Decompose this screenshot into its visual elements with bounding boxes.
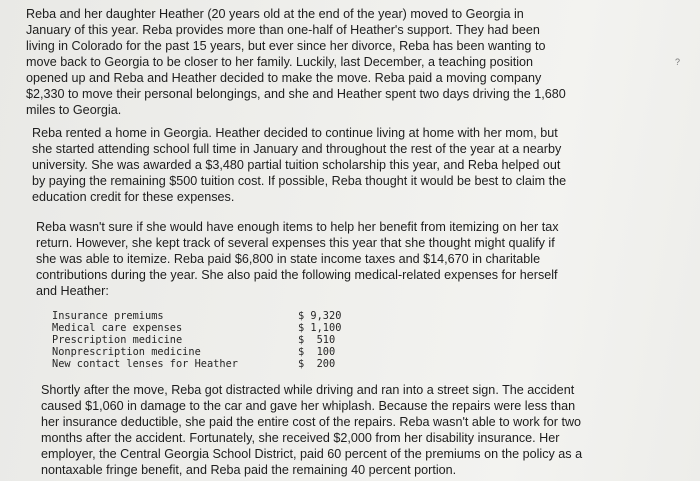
text-line: return. However, she kept track of several expenses this year that she thought might qualify if [36,236,555,250]
expense-amount: $ 510 [298,334,336,346]
text-line: her insurance deductible, she paid the entire cost of the repairs. Reba wasn't able to work for two [41,415,582,429]
paragraph-accident [41,382,582,478]
text-line: and Heather: [36,284,109,298]
text-line: Reba rented a home in Georgia. Heather decided to continue living at home with her mom, but [32,126,558,140]
paragraph-education [32,125,566,205]
medical-expenses-table [52,310,341,370]
expense-label: Prescription medicine [52,334,183,346]
text-line: Reba and her daughter Heather (20 years old at the end of the year) moved to Georgia in [26,7,524,21]
text-line: Shortly after the move, Reba got distracted while driving and ran into a street sign. The accident [41,383,575,397]
text-line: education credit for these expenses. [32,190,235,204]
text-line: $2,330 to move their personal belongings, and she and Heather spent two days driving the 1,680 [26,87,566,101]
text-line: opened up and Reba and Heather decided to make the move. Reba paid a moving company [26,71,542,85]
table-row [52,358,341,370]
text-line: living in Colorado for the past 15 years, but ever since her divorce, Reba has been wanting to [26,39,546,53]
expense-label: Nonprescription medicine [52,346,201,358]
table-row [52,310,341,322]
text-line: university. She was awarded a $3,480 partial tuition scholarship this year, and Reba helped out [32,158,561,172]
paragraph-itemizing [36,219,559,299]
expense-amount: $ 200 [298,358,336,370]
text-line: caused $1,060 in damage to the car and gave her whiplash. Because the repairs were less than [41,399,576,413]
text-line: Reba wasn't sure if she would have enough items to help her benefit from itemizing on her tax [36,220,559,234]
text-line: she was able to itemize. Reba paid $6,800 in state income taxes and $14,670 in charitable [36,252,541,266]
text-line: months after the accident. Fortunately, she received $2,000 from her disability insurance. Her [41,431,560,445]
expense-amount: $ 1,100 [298,322,342,334]
text-line: move back to Georgia to be closer to her family. Luckily, last December, a teaching position [26,55,534,69]
expense-label: Medical care expenses [52,322,183,334]
text-line: employer, the Central Georgia School District, paid 60 percent of the premiums on the policy as a [41,447,583,461]
text-line: miles to Georgia. [26,103,122,117]
paragraph-moving [26,6,566,118]
text-line: contributions during the year. She also paid the following medical-related expenses for herself [36,268,558,282]
expense-label: Insurance premiums [52,310,164,322]
text-line: by paying the remaining $500 tuition cost. If possible, Reba thought it would be best to claim the [32,174,567,188]
margin-mark: ? [675,57,681,67]
table-row [52,346,341,358]
table-row [52,334,341,346]
text-line: January of this year. Reba provides more than one-half of Heather's support. They had been [26,23,540,37]
table-row [52,322,341,334]
text-line: she started attending school full time in January and throughout the rest of the year at a nearby [32,142,562,156]
expense-amount: $ 100 [298,346,336,358]
expense-label: New contact lenses for Heather [52,358,238,370]
text-line: nontaxable fringe benefit, and Reba paid the remaining 40 percent portion. [41,463,457,477]
expense-amount: $ 9,320 [298,310,342,322]
